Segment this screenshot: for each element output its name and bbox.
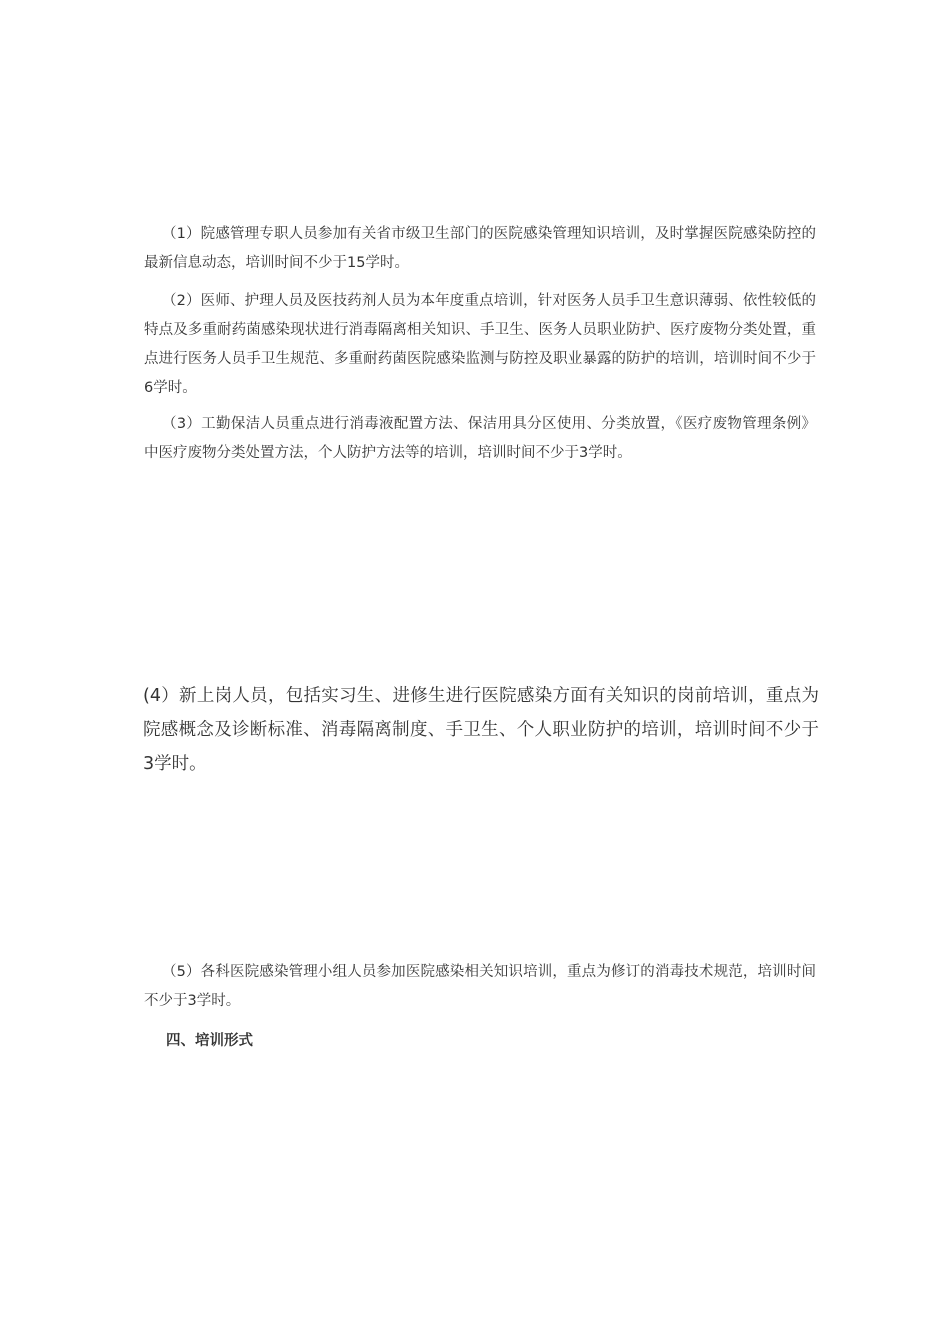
paragraph-3: （3）工勤保洁人员重点进行消毒液配置方法、保洁用具分区使用、分类放置，《医疗废物管理条例》中医疗废物分类处置方法，个人防护方法等的培训，培训时间不少于3学时。: [144, 416, 816, 461]
paragraph-1: （1）院感管理专职人员参加有关省市级卫生部门的医院感染管理知识培训，及时掌握医院感染防控的最新信息动态，培训时间不少于15学时。: [144, 226, 816, 271]
paragraph-4: (4）新上岗人员，包括实习生、进修生进行医院感染方面有关知识的岗前培训，重点为院感概念及诊断标准、消毒隔离制度、手卫生、个人职业防护的培训，培训时间不少于3学时。: [143, 686, 819, 774]
paragraph-2: （2）医师、护理人员及医技药剂人员为本年度重点培训，针对医务人员手卫生意识薄弱、依性较低的特点及多重耐药菌感染现状进行消毒隔离相关知识、手卫生、医务人员职业防护、医疗废物分类处置，重点进行医务人员手卫生规范、多重耐药菌医院感染监测与防控及职业暴露的防护的培训，培训时间不少于6学时。: [144, 293, 816, 396]
section-heading-training-format: 四、培训形式: [166, 1033, 253, 1049]
paragraph-5: （5）各科医院感染管理小组人员参加医院感染相关知识培训，重点为修订的消毒技术规范，培训时间不少于3学时。: [144, 964, 816, 1009]
